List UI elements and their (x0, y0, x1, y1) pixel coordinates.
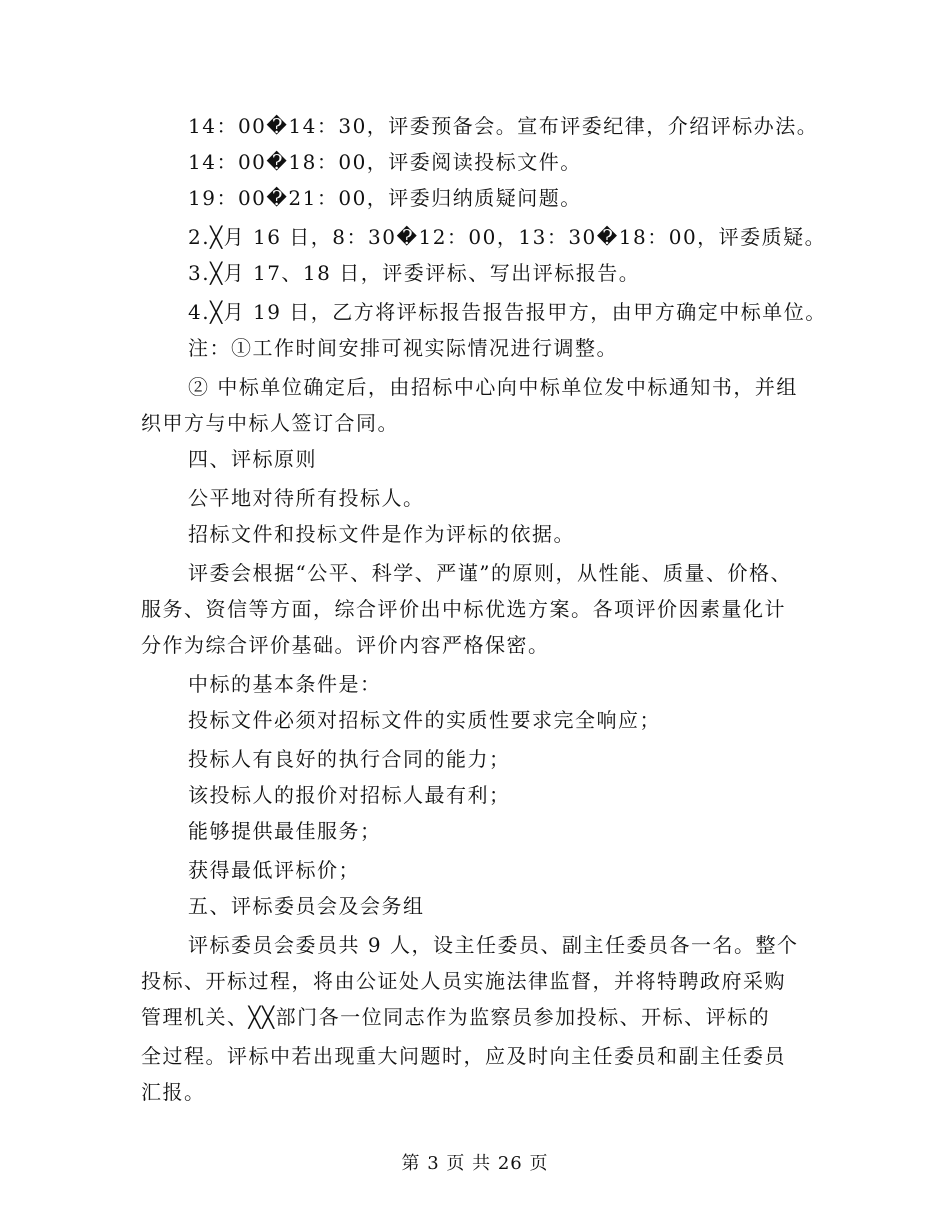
section-heading: 四、评标原则 (188, 447, 317, 471)
list-item: 能够提供最佳服务； (188, 819, 382, 843)
paragraph-line: 汇报。 (141, 1080, 206, 1104)
page-number: 第 3 页 共 26 页 (401, 1153, 549, 1174)
paragraph-line: 公平地对待所有投标人。 (188, 486, 425, 510)
schedule-line: 14：00�18：00，评委阅读投标文件。 (188, 150, 582, 174)
section-heading: 五、评标委员会及会务组 (188, 894, 425, 918)
list-item: 获得最低评标价； (188, 858, 360, 882)
paragraph-line: 招标文件和投标文件是作为评标的依据。 (188, 522, 575, 546)
note-line: ② 中标单位确定后，由招标中心向中标单位发中标通知书，并组 (188, 375, 798, 399)
schedule-line: 4.╳月 19 日，乙方将评标报告报告报甲方，由甲方确定中标单位。 (188, 300, 827, 324)
schedule-line: 19：00�21：00，评委归纳质疑问题。 (188, 186, 582, 210)
paragraph-line: 评标委员会委员共 9 人，设主任委员、副主任委员各一名。整个 (188, 933, 799, 957)
paragraph-line: 投标、开标过程，将由公证处人员实施法律监督，并将特聘政府采购 (141, 969, 786, 993)
schedule-line: 3.╳月 17、18 日，评委评标、写出评标报告。 (188, 261, 641, 285)
paragraph-line: 服务、资信等方面，综合评价出中标优选方案。各项评价因素量化计 (141, 597, 786, 621)
note-line: 织甲方与中标人签订合同。 (141, 411, 399, 435)
list-item: 投标人有良好的执行合同的能力； (188, 747, 511, 771)
schedule-line: 2.╳月 16 日，8：30�12：00，13：30�18：00，评委质疑。 (188, 225, 827, 249)
list-item: 该投标人的报价对招标人最有利； (188, 783, 511, 807)
note-line: 注：①工作时间安排可视实际情况进行调整。 (188, 336, 618, 360)
paragraph-line: 管理机关、╳╳部门各一位同志作为监察员参加投标、开标、评标的 (141, 1005, 771, 1029)
paragraph-line: 中标的基本条件是： (188, 672, 382, 696)
paragraph-line: 评委会根据“公平、科学、严谨”的原则，从性能、质量、价格、 (188, 561, 792, 585)
schedule-line: 14：00�14：30，评委预备会。宣布评委纪律，介绍评标办法。 (188, 114, 819, 138)
paragraph-line: 分作为综合评价基础。评价内容严格保密。 (141, 633, 550, 657)
paragraph-line: 全过程。评标中若出现重大问题时，应及时向主任委员和副主任委员 (141, 1044, 786, 1068)
list-item: 投标文件必须对招标文件的实质性要求完全响应； (188, 708, 661, 732)
